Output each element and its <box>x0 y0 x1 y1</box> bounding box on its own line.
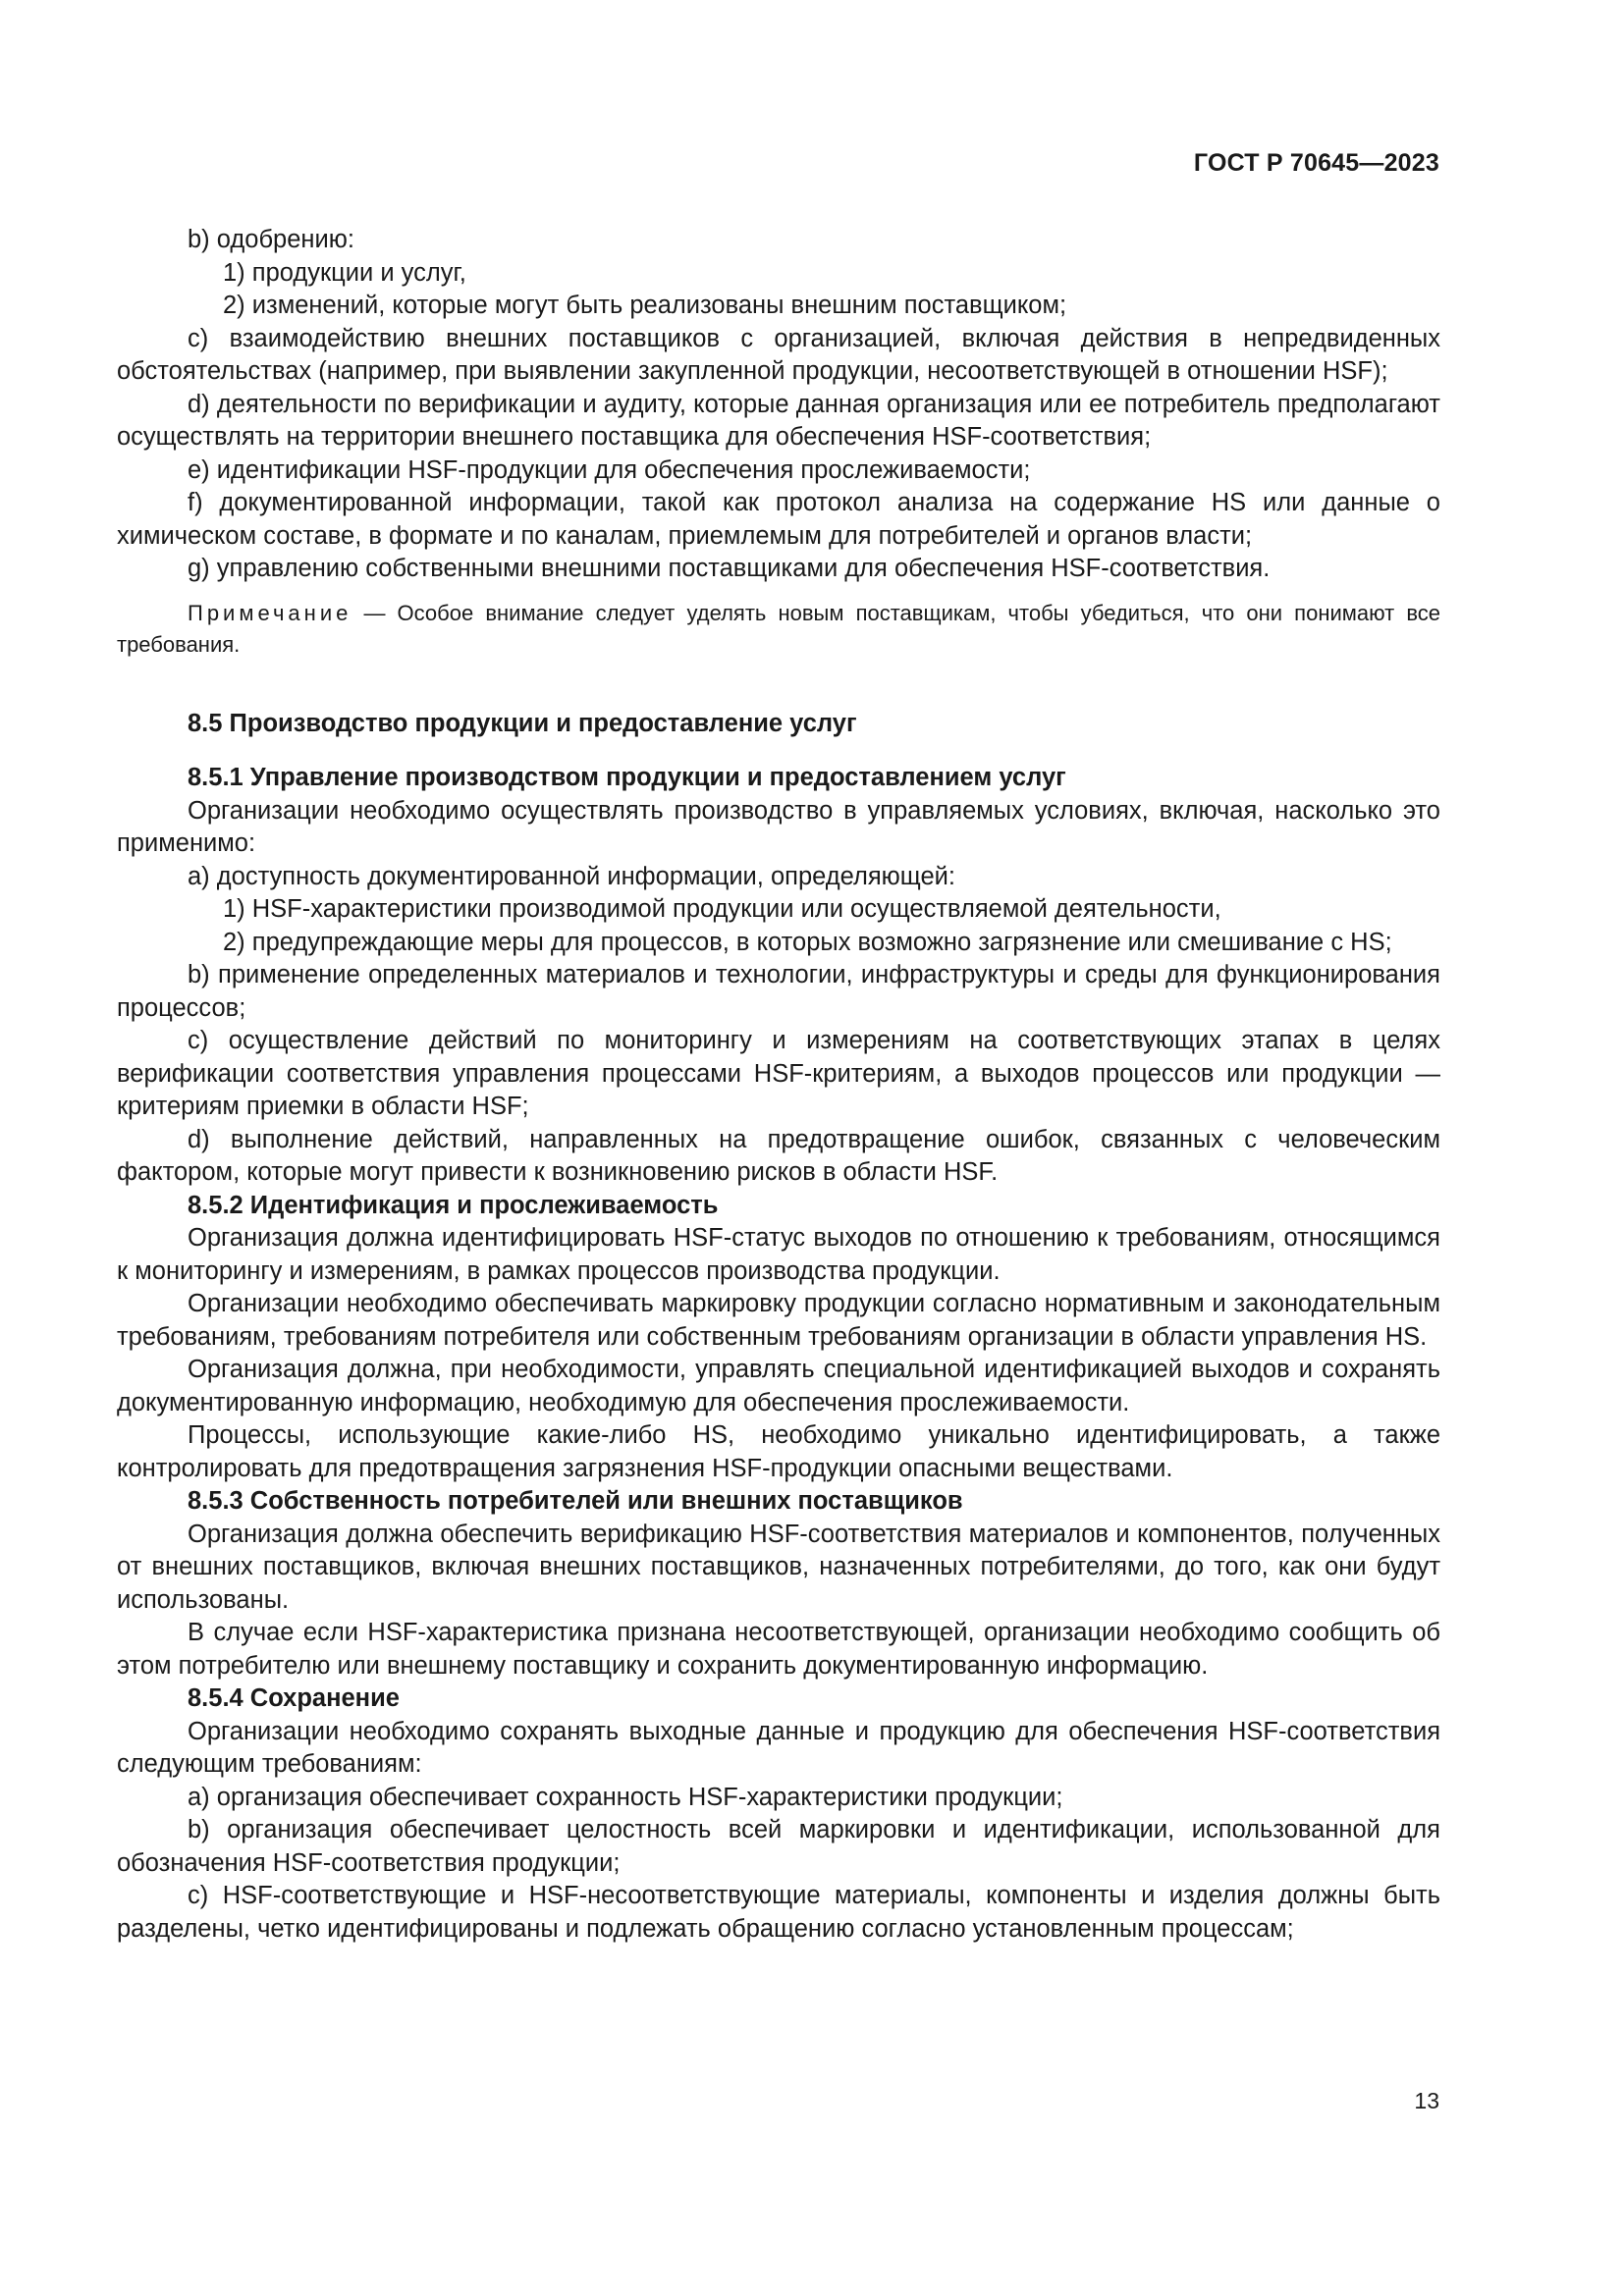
note-label: Примечание <box>188 600 352 625</box>
paragraph: Процессы, использующие какие-либо HS, необходимо уникально идентифицировать, а также контролировать для предотвращения загрязнения HSF-продукции опасными веществами. <box>117 1421 1440 1482</box>
note <box>117 598 1440 661</box>
list-item: f) документированной информации, такой как протокол анализа на содержание HS или данные о химическом составе, в формате и по каналам, приемлемым для потребителей и органов власти; <box>117 489 1440 550</box>
list-item: b) организация обеспечивает целостность всей маркировки и идентификации, использованной для обозначения HSF-соответствия продукции; <box>117 1816 1440 1877</box>
section-heading: 8.5 Производство продукции и предоставление услуг <box>188 709 857 737</box>
paragraph: Организация должна идентифицировать HSF-статус выходов по отношению к требованиям, относящимся к мониторингу и измерениям, в рамках процессов производства продукции. <box>117 1224 1440 1285</box>
page-number: 13 <box>1414 2088 1439 2113</box>
paragraph: Организации необходимо сохранять выходные данные и продукцию для обеспечения HSF-соответствия следующим требованиям: <box>117 1717 1440 1778</box>
list-item: a) доступность документированной информации, определяющей: <box>188 862 955 890</box>
subsection-heading: 8.5.2 Идентификация и прослеживаемость <box>188 1191 719 1219</box>
list-item: c) осуществление действий по мониторингу и измерениям на соответствующих этапах в целях верификации соответствия управления процессами HSF-критериям, а выходов процессов или продукции — критериям приемки в области HSF; <box>117 1027 1440 1120</box>
subsection-heading: 8.5.3 Собственность потребителей или внешних поставщиков <box>188 1487 963 1515</box>
list-item: a) организация обеспечивает сохранность HSF-характеристики продукции; <box>188 1783 1063 1811</box>
list-subitem: 1) HSF-характеристики производимой продукции или осуществляемой деятельности, <box>223 895 1221 923</box>
list-item: c) HSF-соответствующие и HSF-несоответствующие материалы, компоненты и изделия должны быть разделены, четко идентифицированы и подлежать обращению согласно установленным процессам; <box>117 1882 1440 1943</box>
paragraph: Организации необходимо обеспечивать маркировку продукции согласно нормативным и законодательным требованиям, требованиям потребителя или собственным требованиям организации в области управления HS. <box>117 1290 1440 1351</box>
paragraph: Организации необходимо осуществлять производство в управляемых условиях, включая, насколько это применимо: <box>117 796 1440 857</box>
list-item: e) идентификации HSF-продукции для обеспечения прослеживаемости; <box>188 455 1031 484</box>
list-subitem: 2) изменений, которые могут быть реализованы внешним поставщиком; <box>223 292 1067 319</box>
list-subitem: 1) продукции и услуг, <box>223 258 466 287</box>
paragraph: В случае если HSF-характеристика признана несоответствующей, организации необходимо сообщить об этом потребителю или внешнему поставщику и сохранить документированную информацию. <box>117 1619 1440 1680</box>
document-body <box>117 224 1440 1946</box>
list-item: с) взаимодействию внешних поставщиков с организацией, включая действия в непредвиденных обстоятельствах (например, при выявлении закупленной продукции, несоответствующей в отношении HSF); <box>117 324 1440 385</box>
list-item: g) управлению собственными внешними поставщиками для обеспечения HSF-соответствия. <box>188 555 1271 582</box>
subsection-heading: 8.5.4 Сохранение <box>188 1684 400 1712</box>
subsection-heading: 8.5.1 Управление производством продукции и предоставлением услуг <box>188 764 1066 791</box>
list-item: d) выполнение действий, направленных на предотвращение ошибок, связанных с человеческим фактором, которые могут привести к возникновению рисков в области HSF. <box>117 1125 1440 1186</box>
list-subitem: 2) предупреждающие меры для процессов, в которых возможно загрязнение или смешивание с HS; <box>223 928 1392 956</box>
note-text: — Особое внимание следует уделять новым поставщикам, чтобы убедиться, что они понимают все требования. <box>117 600 1440 657</box>
paragraph: Организация должна обеспечить верификацию HSF-соответствия материалов и компонентов, полученных от внешних поставщиков, включая внешних поставщиков, назначенных потребителями, до того, как они будут использованы. <box>117 1520 1440 1614</box>
list-item: d) деятельности по верификации и аудиту, которые данная организация или ее потребитель предполагают осуществлять на территории внешнего поставщика для обеспечения HSF-соответствия; <box>117 390 1440 451</box>
list-item: b) одобрению: <box>188 226 354 253</box>
document-code: ГОСТ Р 70645—2023 <box>1193 149 1439 177</box>
list-item: b) применение определенных материалов и технологии, инфраструктуры и среды для функционирования процессов; <box>117 961 1440 1022</box>
paragraph: Организация должна, при необходимости, управлять специальной идентификацией выходов и сохранять документированную информацию, необходимую для обеспечения прослеживаемости. <box>117 1356 1440 1416</box>
